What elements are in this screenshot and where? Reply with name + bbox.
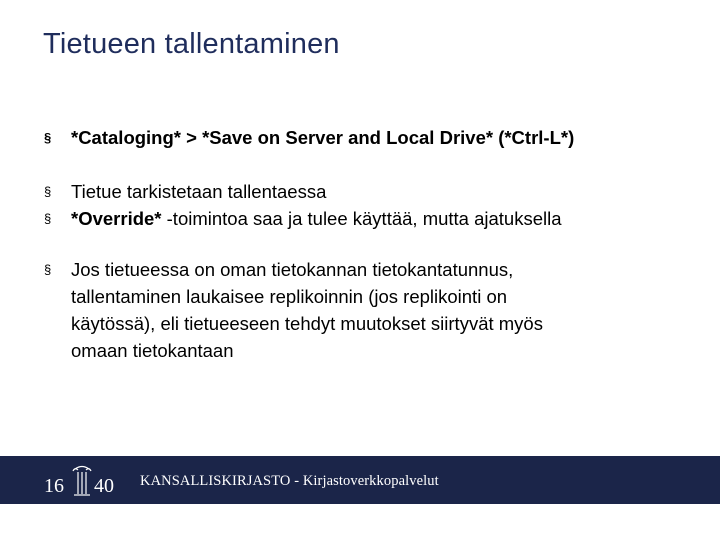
- bullet-text: *Cataloging* > *Save on Server and Local Drive* (*Ctrl-L*): [71, 127, 575, 148]
- bullet-item-replication: [44, 256, 694, 364]
- override-label: *Override*: [71, 208, 162, 229]
- bullet-line: käytössä), eli tietueeseen tehdyt muutokset siirtyvät myös: [71, 313, 543, 334]
- bullet-item-check: [44, 178, 694, 205]
- footer-bar: [0, 456, 720, 504]
- bullet-marker-icon: §: [44, 184, 52, 199]
- bullet-list: [44, 124, 694, 364]
- logo-year-left: 16: [44, 475, 64, 497]
- bullet-marker-icon: §: [44, 130, 52, 145]
- bullet-item-override: [44, 205, 694, 232]
- bullet-line: omaan tietokantaan: [71, 340, 234, 361]
- national-library-logo-icon: [42, 464, 122, 498]
- bullet-item-cataloging: [44, 124, 694, 151]
- bullet-marker-icon: §: [44, 211, 52, 226]
- bullet-text: Tietue tarkistetaan tallentaessa: [71, 181, 327, 202]
- bullet-line: Jos tietueessa on oman tietokannan tietokantatunnus,: [71, 259, 514, 280]
- slide-title: Tietueen tallentaminen: [43, 28, 340, 60]
- footer-organization-name: KANSALLISKIRJASTO - Kirjastoverkkopalvelut: [140, 473, 439, 489]
- bullet-text: -toimintoa saa ja tulee käyttää, mutta ajatuksella: [161, 208, 562, 229]
- logo-year-right: 40: [94, 475, 114, 497]
- bullet-line: tallentaminen laukaisee replikoinnin (jos replikointi on: [71, 286, 508, 307]
- bullet-marker-icon: §: [44, 262, 52, 277]
